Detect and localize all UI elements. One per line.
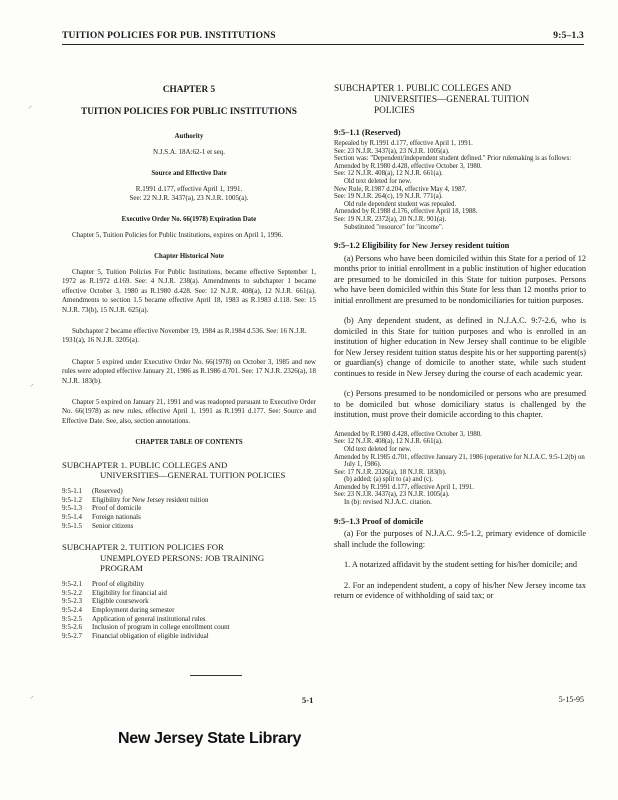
history-line: Substituted "resource" for "income".: [344, 223, 444, 231]
toc-entry-number: 9:5-1.4: [62, 512, 83, 521]
toc-entry: [62, 522, 316, 531]
footer-rule: [190, 675, 242, 676]
section-1-2-para-b: (b) Any dependent student, as defined in N.J.A.C. 9:7-2.6, who is domiciled in this State for tuition purposes and who is enrolled in an institution of higher education in New Jersey shall continue to be eligible for New Jersey resident tuition status despite his or her supporting parent(s) or guardian(s) change of domicile to another state, while such student continues to reside in New Jersey during the course of each academic year.: [334, 316, 586, 378]
toc-entry-number: 9:5-2.7: [62, 632, 83, 641]
history-line: See: 23 N.J.R. 3437(a), 23 N.J.R. 1005(a).: [334, 491, 450, 499]
running-header: [62, 30, 584, 45]
history-line: See: 12 N.J.R. 408(a), 12 N.J.R. 661(a).: [334, 170, 443, 178]
source-heading: Source and Effective Date: [151, 170, 227, 177]
left-column: [62, 84, 316, 653]
toc-subchapter-1-heading: [62, 460, 316, 481]
historical-note-heading: Chapter Historical Note: [154, 253, 224, 261]
toc-entry: [62, 513, 316, 522]
subchapter-1-heading: [334, 84, 586, 118]
toc-entry-number: 9:5-2.5: [62, 614, 83, 623]
toc-entry: [62, 504, 316, 513]
chapter-number: CHAPTER 5: [162, 85, 216, 95]
source-line-1: R.1991 d.177, effective April 1, 1991.: [135, 184, 243, 193]
history-line: See: 19 N.J.R. 2372(a), 20 N.J.R. 901(a).: [334, 216, 447, 224]
history-line: See: 23 N.J.R. 3437(a), 23 N.J.R. 1005(a).: [334, 147, 450, 155]
section-1-3-item-1: 1. A notarized affidavit by the student setting for his/her domicile; and: [344, 560, 578, 570]
toc-entry-title: Proof of domicile: [92, 504, 142, 513]
toc-entry: [62, 487, 316, 496]
history-line: Repealed by R.1991 d.177, effective April 1, 1991.: [334, 140, 473, 148]
historical-note-p2: Subchapter 2 became effective November 19, 1984 as R.1984 d.536. See: 16 N.J.R. 1931(a), 16 N.J.R. 3205(a).: [62, 327, 307, 345]
toc-subchapter-2-line-3: PROGRAM: [100, 563, 143, 574]
toc-subchapter-2-line-2: UNEMPLOYED PERSONS: JOB TRAINING: [100, 552, 265, 563]
header-title: TUITION POLICIES FOR PUB. INSTITUTIONS: [62, 31, 276, 41]
history-line: Amended by R.1980 d.428, effective October 3, 1980.: [334, 430, 482, 438]
toc-entry-number: 9:5-2.2: [62, 588, 83, 597]
executive-order-text: Chapter 5, Tuition Policies for Public Institutions, expires on April 1, 1996.: [72, 231, 283, 239]
historical-note-p4: Chapter 5 expired on January 21, 1991 and was readopted pursuant to Executive Order No. 66(1978) as new rules, effective April 1, 1991 as R.1991 d.177. See: Source and Effective Date. See, also, section annotations.: [62, 398, 316, 425]
library-stamp: New Jersey State Library: [118, 730, 302, 747]
history-line: Section was: "Dependent/independent student defined." Prior rulemaking is as follows:: [334, 155, 571, 163]
toc-heading: CHAPTER TABLE OF CONTENTS: [135, 439, 243, 447]
historical-note-p3: Chapter 5 expired under Executive Order No. 66(1978) on October 3, 1985 and new rules were adopted effective January 21, 1986 as R.1986 d.701. See: 17 N.J.R. 2326(a), 18 N.J.R. 183(b).: [62, 357, 316, 385]
history-line: Old rule dependent student was repealed.: [344, 200, 457, 208]
history-line: See: 19 N.J.R. 264(c), 19 N.J.R. 771(a).: [334, 193, 443, 201]
toc-entry-title: Eligibility for New Jersey resident tuition: [92, 495, 209, 504]
toc-entry-title: Inclusion of program in college enrollment count: [92, 623, 230, 632]
subchapter-1-line-3: POLICIES: [374, 106, 415, 117]
toc-subchapter-2-list: [62, 580, 316, 641]
toc-entry: [62, 606, 316, 615]
section-1-3-item-2: 2. For an independent student, a copy of his/her New Jersey income tax return or evidence of withholding of said tax; or: [334, 580, 586, 601]
toc-entry: [62, 580, 316, 589]
authority-heading: Authority: [174, 133, 204, 140]
toc-entry-title: Financial obligation of eligible individual: [92, 632, 209, 641]
toc-entry-title: Proof of eligibility: [92, 579, 145, 588]
history-line: New Rule, R.1987 d.204, effective May 4, 1987.: [334, 185, 467, 193]
toc-entry: [62, 589, 316, 598]
toc-entry-number: 9:5-1.5: [62, 521, 83, 530]
historical-note-p1: Chapter 5, Tuition Policies For Public Institutions, became effective September 1, 1972 as R.1972 d.169. See: 4 N.J.R. 238(a). Amendments to subchapter 1 became effective October 3, 1980 as R.1980 d.428. See: 12 N.J.R. 408(a), 12 N.J.R. 661(a). Amendments to section 1.5 became effective April 18, 1983 as R.1983 d.118. See: 15 N.J.R. 73(b), 15 N.J.R. 625(a).: [62, 268, 316, 314]
header-section-range: 9:5–1.3: [553, 31, 584, 41]
history-line: Amended by R.1985 d.701, effective January 21, 1986 (operative for N.J.A.C. 9:5-1.2(b) on July 1, 1986).: [334, 453, 585, 469]
toc-entry-title: Senior citizens: [92, 521, 134, 530]
supplement-date: 5-15-95: [558, 695, 584, 704]
authority-text: N.J.S.A. 18A:62-1 et seq.: [153, 147, 225, 156]
scan-mark: ⸝: [28, 101, 32, 110]
history-line: Old text deleted for new.: [344, 445, 412, 453]
subchapter-1-line-2: UNIVERSITIES—GENERAL TUITION: [374, 95, 530, 106]
scan-mark: ⸝: [30, 379, 34, 388]
right-column: [334, 84, 586, 612]
section-1-2-para-a: (a) Persons who have been domiciled within this State for a period of 12 months prior to initial enrollment in a public institution of higher education are presumed to be domiciled in this State for tuition purposes. Persons who have been domiciled within this State for less than 12 months prior to initial enrollment are presumed to be nondomiciliaries for tuition purposes.: [334, 253, 586, 305]
toc-subchapter-1-line-1: SUBCHAPTER 1. PUBLIC COLLEGES AND: [62, 459, 228, 470]
toc-entry: [62, 632, 316, 641]
section-1-2-heading: 9:5–1.2 Eligibility for New Jersey resident tuition: [334, 241, 510, 251]
toc-entry: [62, 615, 316, 624]
history-line: See: 17 N.J.R. 2326(a), 18 N.J.R. 183(b).: [334, 468, 447, 476]
toc-entry-number: 9:5-2.4: [62, 606, 83, 614]
toc-entry: [62, 623, 316, 632]
history-line: Amended by R.1991 d.177, effective April 1, 1991.: [334, 483, 474, 491]
toc-subchapter-2-line-1: SUBCHAPTER 2. TUITION POLICIES FOR: [62, 542, 224, 553]
toc-entry-number: 9:5-2.6: [62, 623, 83, 632]
toc-entry-title: (Reserved): [92, 486, 123, 495]
page-number: 5-1: [302, 695, 314, 705]
toc-entry-title: Employment during semester: [92, 606, 175, 614]
section-1-2-history: [334, 431, 586, 507]
section-1-2-para-c: (c) Persons presumed to be nondomiciled or persons who are presumed to be domiciled but whose domiciliary status is challenged by the institution, must prove their domicile according to this chapter.: [334, 389, 586, 420]
toc-entry-number: 9:5-2.1: [62, 579, 83, 588]
executive-order-heading: Executive Order No. 66(1978) Expiration Date: [121, 216, 257, 224]
subchapter-1-line-1: SUBCHAPTER 1. PUBLIC COLLEGES AND: [334, 84, 511, 94]
chapter-title: TUITION POLICIES FOR PUBLIC INSTITUTIONS: [81, 107, 297, 117]
toc-entry-number: 9:5-1.2: [62, 495, 83, 504]
history-line: (b) added; (a) split to (a) and (c).: [344, 476, 434, 484]
source-line-2: See: 22 N.J.R. 3437(a), 23 N.J.R. 1005(a).: [129, 194, 249, 202]
history-line: Amended by R.1980 d.428, effective October 3, 1980.: [334, 162, 482, 170]
toc-entry-number: 9:5-2.3: [62, 597, 83, 606]
toc-entry-number: 9:5-1.1: [62, 486, 83, 495]
section-1-1-history: [334, 140, 586, 231]
toc-entry-title: Foreign nationals: [92, 512, 141, 521]
history-line: In (b): revised N.J.A.C. citation.: [344, 499, 432, 507]
toc-entry: [62, 597, 316, 606]
history-line: Amended by R.1988 d.176, effective April 18, 1988.: [334, 208, 478, 216]
section-1-1-heading: 9:5–1.1 (Reserved): [334, 127, 401, 137]
section-1-3-heading: 9:5–1.3 Proof of domicile: [334, 516, 424, 526]
toc-entry-title: Eligible coursework: [92, 597, 149, 606]
history-line: Old text deleted for new.: [344, 178, 412, 186]
toc-subchapter-1-list: [62, 487, 316, 531]
scan-mark: ⸝: [30, 691, 34, 700]
toc-entry-title: Eligibility for financial aid: [92, 588, 167, 597]
toc-entry: [62, 496, 316, 505]
toc-subchapter-2-heading: [62, 542, 316, 574]
toc-entry-title: Application of general institutional rules: [92, 614, 206, 623]
history-line: See: 12 N.J.R. 408(a), 12 N.J.R. 661(a).: [334, 438, 443, 446]
section-1-3-para-a: (a) For the purposes of N.J.A.C. 9:5-1.2, primary evidence of domicile shall include the following:: [334, 529, 586, 549]
toc-entry-number: 9:5-1.3: [62, 504, 83, 513]
toc-subchapter-1-line-2: UNIVERSITIES—GENERAL TUITION POLICIES: [100, 470, 286, 481]
